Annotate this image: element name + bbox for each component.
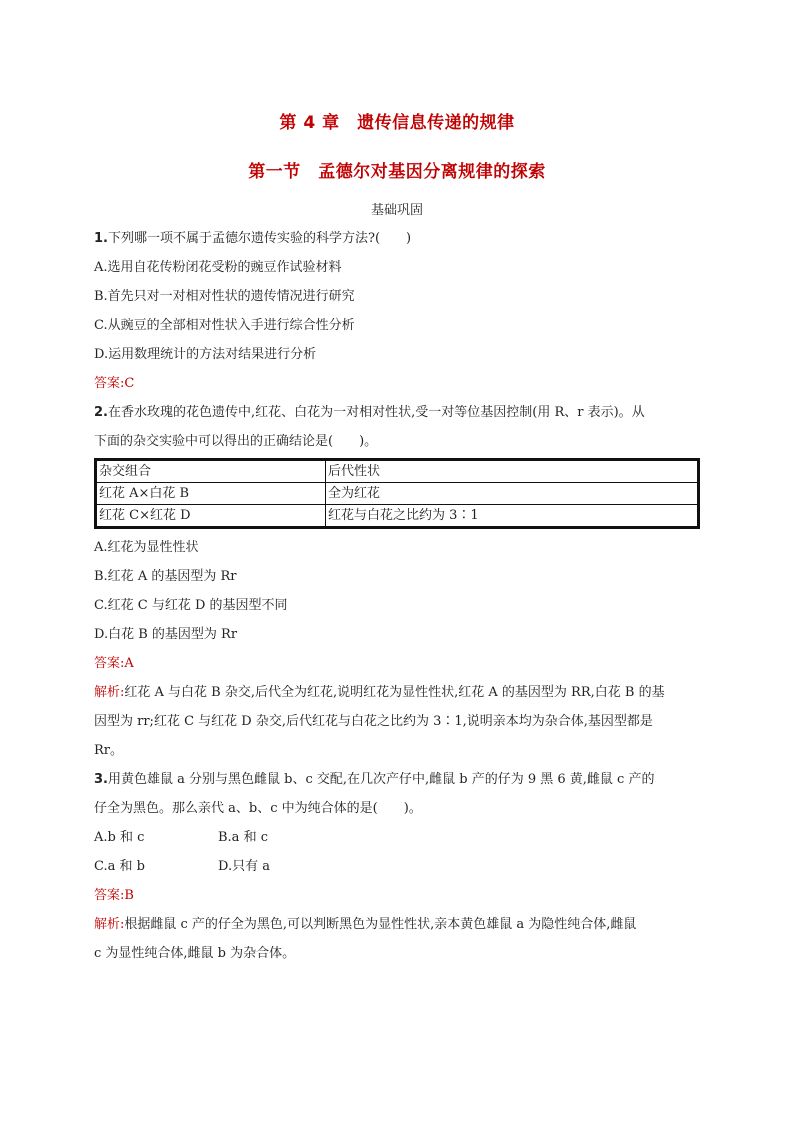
- q1-option-b: B.首先只对一对相对性状的遗传情况进行研究: [94, 289, 355, 304]
- subsection-heading: 基础巩固: [370, 203, 423, 218]
- table-cell: 全为红花: [326, 483, 699, 505]
- table-cell: 红花 C×红花 D: [96, 505, 326, 528]
- table-row: [96, 483, 699, 505]
- question-3-stem-line-1: [94, 765, 704, 794]
- q3-option-b: B.a 和 c: [218, 830, 268, 845]
- q1-option-a: A.选用自花传粉闭花受粉的豌豆作试验材料: [94, 260, 342, 275]
- q2-option-b: B.红花 A 的基因型为 Rr: [94, 569, 237, 584]
- table-header-cell: 杂交组合: [96, 460, 326, 483]
- q3-options-row-2: [94, 852, 704, 881]
- explanation-text: 红花 A 与白花 B 杂交,后代全为红花,说明红花为显性性状,红花 A 的基因型为 RR,白花 B 的基: [124, 685, 665, 700]
- q3-answer: 答案:B: [94, 888, 134, 903]
- q1-option-d: D.运用数理统计的方法对结果进行分析: [94, 347, 317, 362]
- q3-option-c: C.a 和 b: [94, 859, 145, 874]
- q3-explanation-line-2: c 为显性纯合体,雌鼠 b 为杂合体。: [94, 946, 296, 961]
- question-content: [94, 224, 704, 968]
- question-text: 下列哪一项不属于孟德尔遗传实验的科学方法?( ): [107, 231, 412, 246]
- question-2-stem-line-1: [94, 398, 704, 427]
- q3-options-row-1: [94, 823, 704, 852]
- q1-answer: 答案:C: [94, 376, 135, 391]
- q2-option-c: C.红花 C 与红花 D 的基因型不同: [94, 598, 288, 613]
- q2-explanation-line-3: Rr。: [94, 743, 124, 758]
- q2-answer: 答案:A: [94, 656, 134, 671]
- table-header-row: [96, 460, 699, 483]
- table-cell: 红花 A×白花 B: [96, 483, 326, 505]
- question-number: 1.: [94, 231, 108, 246]
- question-text: 在香水玫瑰的花色遗传中,红花、白花为一对相对性状,受一对等位基因控制(用 R、r 表示)。从: [107, 405, 645, 420]
- question-text: 用黄色雄鼠 a 分别与黑色雌鼠 b、c 交配,在几次产仔中,雌鼠 b 产的仔为 9 黑 6 黄,雌鼠 c 产的: [107, 772, 655, 787]
- question-1-stem: [94, 224, 704, 253]
- explanation-label: 解析:: [94, 685, 125, 700]
- section-title: 第一节 孟德尔对基因分离规律的探索: [248, 162, 546, 182]
- explanation-text: 根据雌鼠 c 产的仔全为黑色,可以判断黑色为显性性状,亲本黄色雄鼠 a 为隐性纯合体,雌鼠: [124, 917, 637, 932]
- explanation-label: 解析:: [94, 917, 125, 932]
- table-cell: 红花与白花之比约为 3∶1: [326, 505, 699, 528]
- q3-option-d: D.只有 a: [218, 859, 270, 874]
- question-3-stem-line-2: 仔全为黑色。那么亲代 a、b、c 中为纯合体的是( )。: [94, 801, 422, 816]
- q2-option-d: D.白花 B 的基因型为 Rr: [94, 627, 238, 642]
- cross-results-table: [94, 458, 700, 529]
- question-number: 3.: [94, 772, 108, 787]
- table-header-cell: 后代性状: [326, 460, 699, 483]
- q2-explanation-line-2: 因型为 rr;红花 C 与红花 D 杂交,后代红花与白花之比约为 3∶1,说明亲本均为杂合体,基因型都是: [94, 714, 653, 729]
- q1-option-c: C.从豌豆的全部相对性状入手进行综合性分析: [94, 318, 355, 333]
- table-row: [96, 505, 699, 528]
- chapter-title: 第 4 章 遗传信息传递的规律: [279, 113, 515, 133]
- question-2-stem-line-2: 下面的杂交实验中可以得出的正确结论是( )。: [94, 434, 378, 449]
- q2-option-a: A.红花为显性性状: [94, 540, 199, 555]
- q3-option-a: A.b 和 c: [94, 830, 145, 845]
- q3-explanation-line-1: [94, 910, 704, 939]
- question-number: 2.: [94, 405, 108, 420]
- q2-explanation-line-1: [94, 678, 704, 707]
